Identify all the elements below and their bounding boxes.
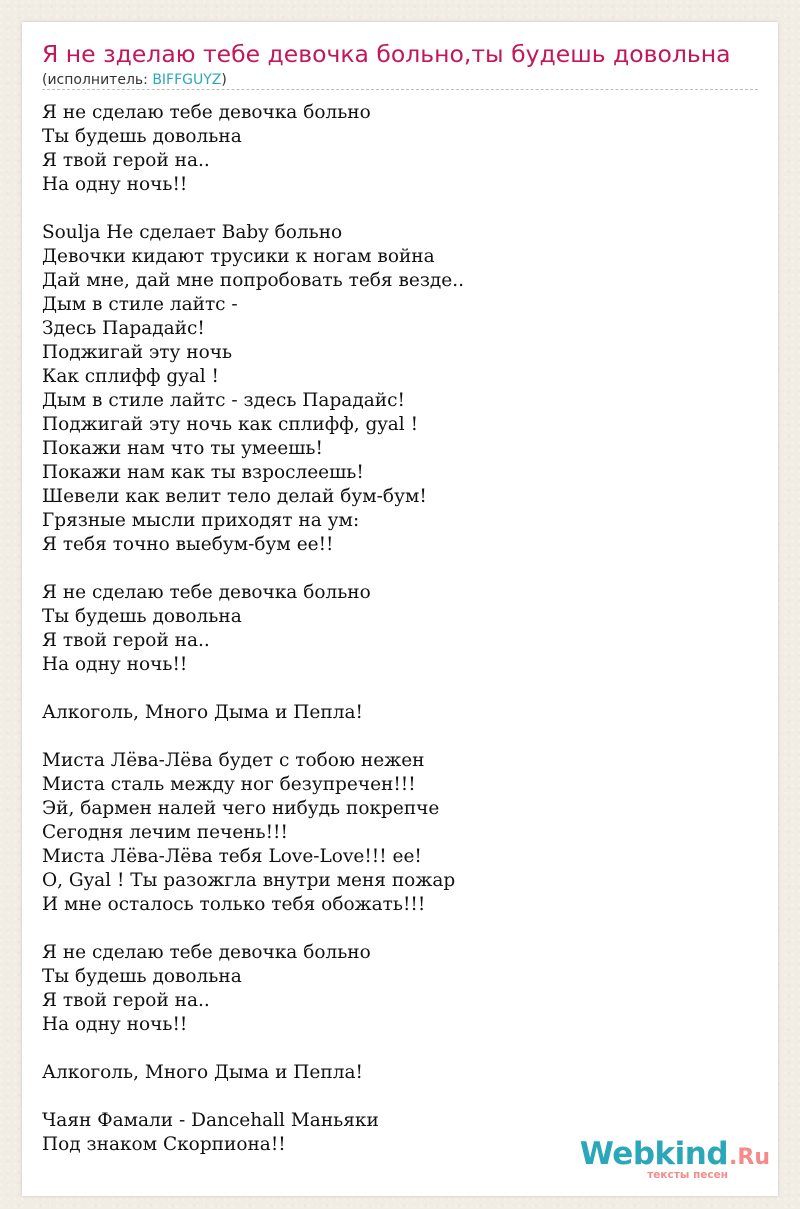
lyric-line: Я тебя точно выебум-бум ее!! [42,534,334,555]
lyric-blank-line [42,197,464,221]
lyric-line: Дым в стиле лайтс - здесь Парадайс! [42,390,405,411]
lyric-blank-line [42,677,464,701]
lyric-line: Алкоголь, Много Дыма и Пепла! [42,702,363,723]
lyric-line: Миста сталь между ног безупречен!!! [42,774,416,795]
lyric-line: Soulja Не сделает Baby больно [42,222,343,243]
lyric-line: О, Gyal ! Ты разожгла внутри меня пожар [42,870,456,891]
lyric-line: Я твой герой на.. [42,150,210,171]
lyric-line: Ты будешь довольна [42,126,242,147]
artist-line [42,71,227,89]
lyric-line: На одну ночь!! [42,1014,188,1035]
webkind-logo-icon[interactable] [580,1136,770,1184]
lyric-line: На одну ночь!! [42,174,188,195]
logo-tagline: тексты песен [647,1169,728,1181]
lyric-line: Я не сделаю тебе девочка больно [42,102,371,123]
lyric-blank-line [42,725,464,749]
lyric-line: Здесь Парадайс! [42,318,205,339]
lyric-blank-line [42,557,464,581]
lyric-line: Ты будешь довольна [42,606,242,627]
lyric-line: Миста Лёва-Лёва будет с тобою нежен [42,750,425,771]
lyric-line: Под знаком Скорпиона!! [42,1134,286,1155]
title-divider [42,89,758,90]
song-title: Я не зделаю тебе девочка больно,ты будешь довольна [42,40,731,68]
lyric-line: Я твой герой на.. [42,990,210,1011]
lyric-line: Алкоголь, Много Дыма и Пепла! [42,1062,363,1083]
lyric-line: Дым в стиле лайтс - [42,294,238,315]
lyric-line: Покажи нам что ты умеешь! [42,438,323,459]
lyric-line: Миста Лёва-Лёва тебя Love-Love!!! ее! [42,846,422,867]
artist-suffix: ) [221,72,227,88]
lyric-blank-line [42,917,464,941]
lyric-line: Девочки кидают трусики к ногам война [42,246,435,267]
lyric-blank-line [42,1037,464,1061]
lyric-line: Чаян Фамали - Dancehall Маньяки [42,1110,379,1131]
lyric-line: Дай мне, дай мне попробовать тебя везде.. [42,270,465,291]
lyric-blank-line [42,1085,464,1109]
lyrics-card [22,22,778,1196]
lyric-line: Покажи нам как ты взрослеешь! [42,462,364,483]
lyric-line: И мне осталось только тебя обожать!!! [42,894,426,915]
logo-word: Webkind [579,1136,729,1172]
artist-link[interactable]: BIFFGUYZ [152,72,222,88]
lyrics-body [42,101,464,1157]
lyric-line: Эй, бармен налей чего нибудь покрепче [42,798,440,819]
artist-prefix: (исполнитель: [42,72,153,88]
lyric-line: Я не сделаю тебе девочка больно [42,582,371,603]
lyric-line: Грязные мысли приходят на ум: [42,510,360,531]
lyric-line: Поджигай эту ночь [42,342,233,363]
lyric-line: На одну ночь!! [42,654,188,675]
logo-tld: .Ru [729,1145,770,1170]
lyric-line: Ты будешь довольна [42,966,242,987]
lyric-line: Шевели как велит тело делай бум-бум! [42,486,427,507]
lyric-line: Как сплифф gyal ! [42,366,219,387]
lyric-line: Поджигай эту ночь как сплифф, gyal ! [42,414,419,435]
lyric-line: Я твой герой на.. [42,630,210,651]
lyric-line: Я не сделаю тебе девочка больно [42,942,371,963]
lyric-line: Сегодня лечим печень!!! [42,822,288,843]
